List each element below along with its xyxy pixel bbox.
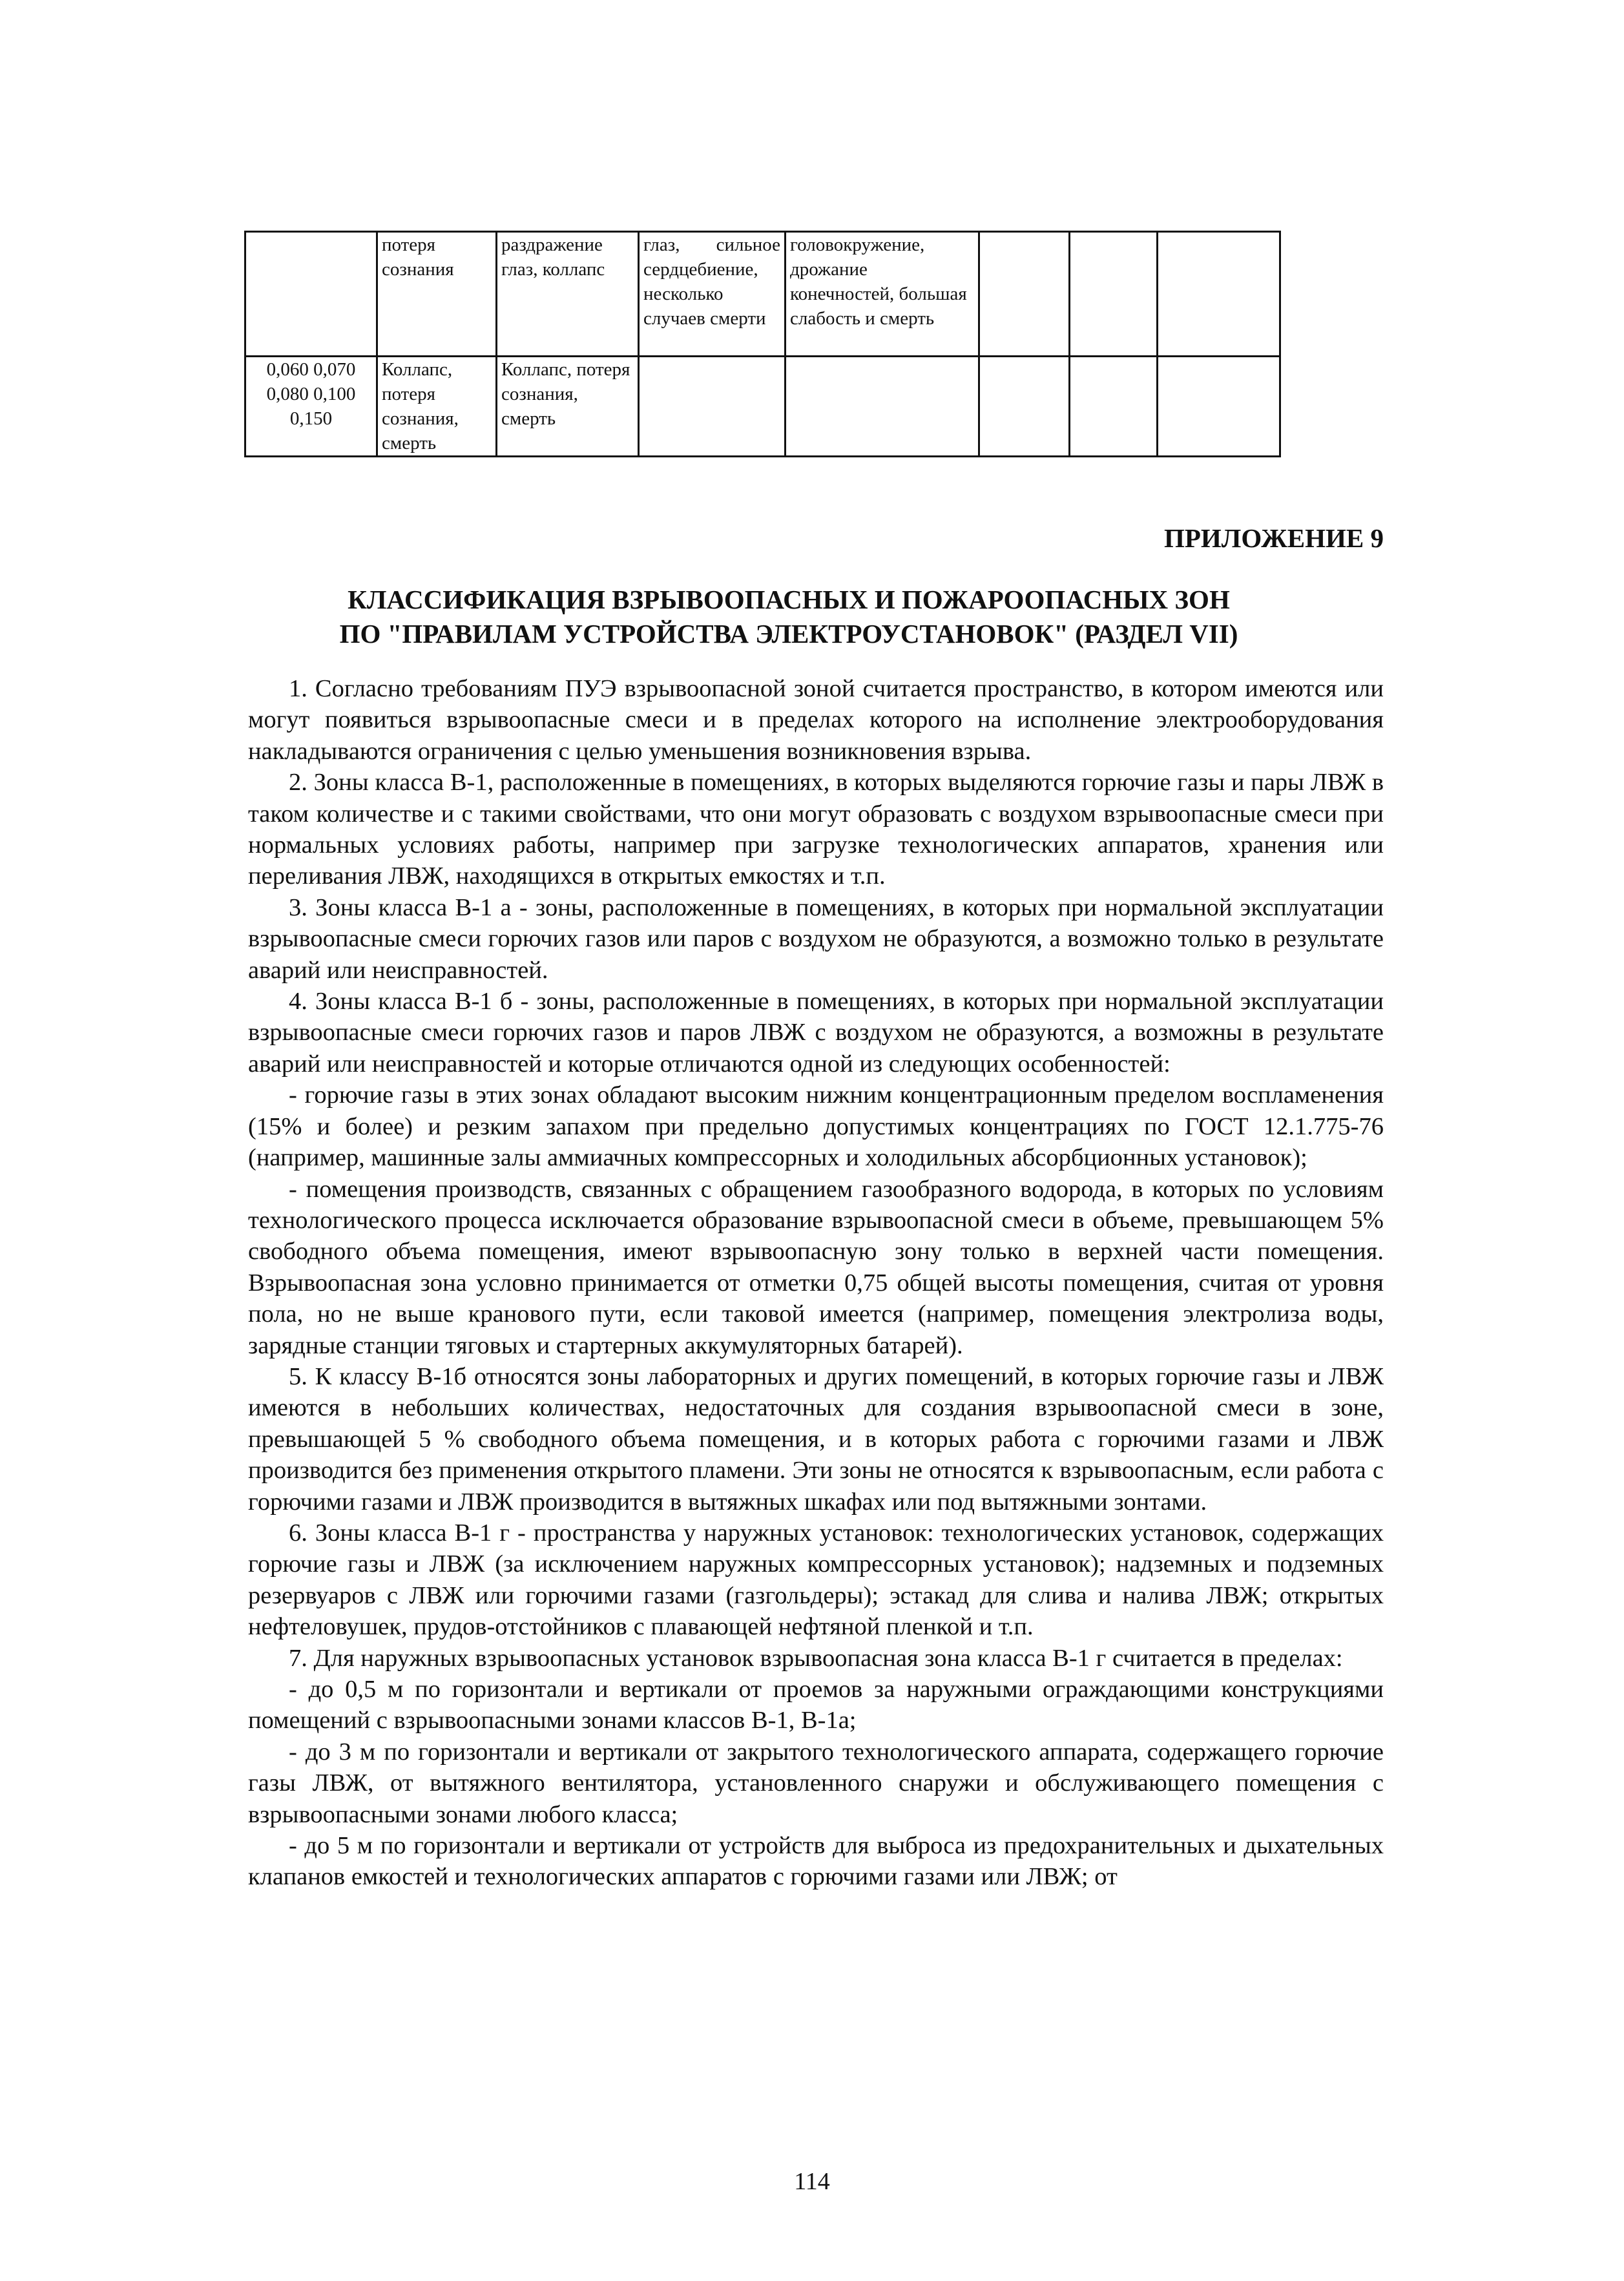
paragraph: 6. Зоны класса В-1 г - пространства у наружных установок: технологических установок, содержащих горючие газы и ЛВЖ (за исключением наружных компрессорных установок); надземных и подземных резервуаров с ЛВЖ или горючими газами (газгольдеры); эстакад для слива и налива ЛВЖ; открытых нефтеловушек, прудов-отстойников с плавающей нефтяной пленкой и т.п. bbox=[248, 1519, 1384, 1641]
table-cell bbox=[1158, 357, 1280, 457]
table-row bbox=[245, 357, 1280, 457]
paragraph: - горючие газы в этих зонах обладают высоким нижним концентрационным пределом воспламенения (15% и более) и резким запахом при предельно допустимых концентрациях по ГОСТ 12.1.775-76 (например, машинные залы аммиачных компрессорных и холодильных абсорбционных установок); bbox=[248, 1081, 1384, 1172]
appendix-label: ПРИЛОЖЕНИЕ 9 bbox=[1163, 523, 1384, 553]
paragraph: 1. Согласно требованиям ПУЭ взрывоопасной зоной считается пространство, в котором имеются или могут появиться взрывоопасные смеси и в пределах которого на исполнение электрооборудования накладываются ограничения с целью уменьшения возникновения взрыва. bbox=[248, 675, 1384, 765]
table-cell bbox=[245, 232, 377, 357]
table-cell: 0,060 0,070 0,080 0,100 0,150 bbox=[245, 357, 377, 457]
table-cell bbox=[786, 357, 979, 457]
paragraph: 3. Зоны класса В-1 а - зоны, расположенные в помещениях, в которых при нормальной эксплуатации взрывоопасные смеси горючих газов или паров с воздухом не образуются, а возможно только в результате аварий или неисправностей. bbox=[248, 893, 1384, 984]
table-cell bbox=[1158, 232, 1280, 357]
table-cell bbox=[1070, 357, 1158, 457]
body-text bbox=[248, 673, 1384, 1893]
table-cell: головокружение, дрожание конечностей, большая слабость и смерть bbox=[786, 232, 979, 357]
table-cell: раздражение глаз, коллапс bbox=[497, 232, 639, 357]
table-cell bbox=[979, 232, 1070, 357]
table-cell: потеря сознания bbox=[377, 232, 497, 357]
paragraph: 7. Для наружных взрывоопасных установок взрывоопасная зона класса В-1 г считается в пределах: bbox=[289, 1644, 1343, 1672]
paragraph: 5. К классу В-1б относятся зоны лабораторных и других помещений, в которых горючие газы и ЛВЖ имеются в небольших количествах, недостаточных для создания взрывоопасной смеси в зоне, превышающей 5 % свободного объема помещения, и в которых работа с горючими газами и ЛВЖ производится без применения открытого пламени. Эти зоны не относятся к взрывоопасным, если работа с горючими газами и ЛВЖ производится в вытяжных шкафах или под вытяжными зонтами. bbox=[248, 1362, 1384, 1515]
section-title-line: ПО "ПРАВИЛАМ УСТРОЙСТВА ЭЛЕКТРОУСТАНОВОК" (РАЗДЕЛ VII) bbox=[339, 619, 1238, 649]
page-number: 114 bbox=[794, 2168, 830, 2195]
paragraph: - помещения производств, связанных с обращением газообразного водорода, в которых по условиям технологического процесса исключается образование взрывоопасной смеси в объеме, превышающем 5% свободного объема помещения, имеют взрывоопасную зону только в верхней части помещения. Взрывоопасная зона условно принимается от отметки 0,75 общей высоты помещения, считая от уровня пола, но не выше кранового пути, если таковой имеется (например, помещения электролиза воды, зарядные станции тяговых и стартерных аккумуляторных батарей). bbox=[248, 1175, 1384, 1359]
table-cell bbox=[1070, 232, 1158, 357]
paragraph: - до 0,5 м по горизонтали и вертикали от проемов за наружными ограждающими конструкциями помещений с взрывоопасными зонами классов В-1, В-1а; bbox=[248, 1676, 1384, 1734]
table-cell bbox=[639, 357, 786, 457]
paragraph: - до 5 м по горизонтали и вертикали от устройств для выброса из предохранительных и дыхательных клапанов емкостей и технологических аппаратов с горючими газами или ЛВЖ; от bbox=[248, 1832, 1384, 1891]
table-cell bbox=[979, 357, 1070, 457]
section-title bbox=[194, 583, 1384, 651]
table-cell: Коллапс, потеря сознания, смерть bbox=[497, 357, 639, 457]
table-cell: Коллапс, потеря сознания, смерть bbox=[377, 357, 497, 457]
table-cell: глаз, сильное сердцебиение, несколько случаев смерти bbox=[639, 232, 786, 357]
paragraph: 4. Зоны класса В-1 б - зоны, расположенные в помещениях, в которых при нормальной эксплуатации взрывоопасные смеси горючих газов и паров ЛВЖ с воздухом не образуются, а возможны в результате аварий или неисправностей и которые отличаются одной из следующих особенностей: bbox=[248, 988, 1384, 1078]
table-row bbox=[245, 232, 1280, 357]
paragraph: - до 3 м по горизонтали и вертикали от закрытого технологического аппарата, содержащего горючие газы ЛВЖ, от вытяжного вентилятора, установленного снаружи и обслуживающего помещения с взрывоопасными зонами любого класса; bbox=[248, 1738, 1384, 1828]
paragraph: 2. Зоны класса В-1, расположенные в помещениях, в которых выделяются горючие газы и пары ЛВЖ в таком количестве и с такими свойствами, что они могут образовать с воздухом взрывоопасные смеси при нормальных условиях работы, например при загрузке технологических аппаратов, хранения или переливания ЛВЖ, находящихся в открытых емкостях и т.п. bbox=[248, 769, 1384, 890]
section-title-line: КЛАССИФИКАЦИЯ ВЗРЫВООПАСНЫХ И ПОЖАРООПАСНЫХ ЗОН bbox=[348, 585, 1230, 614]
toxicity-table bbox=[244, 231, 1281, 457]
